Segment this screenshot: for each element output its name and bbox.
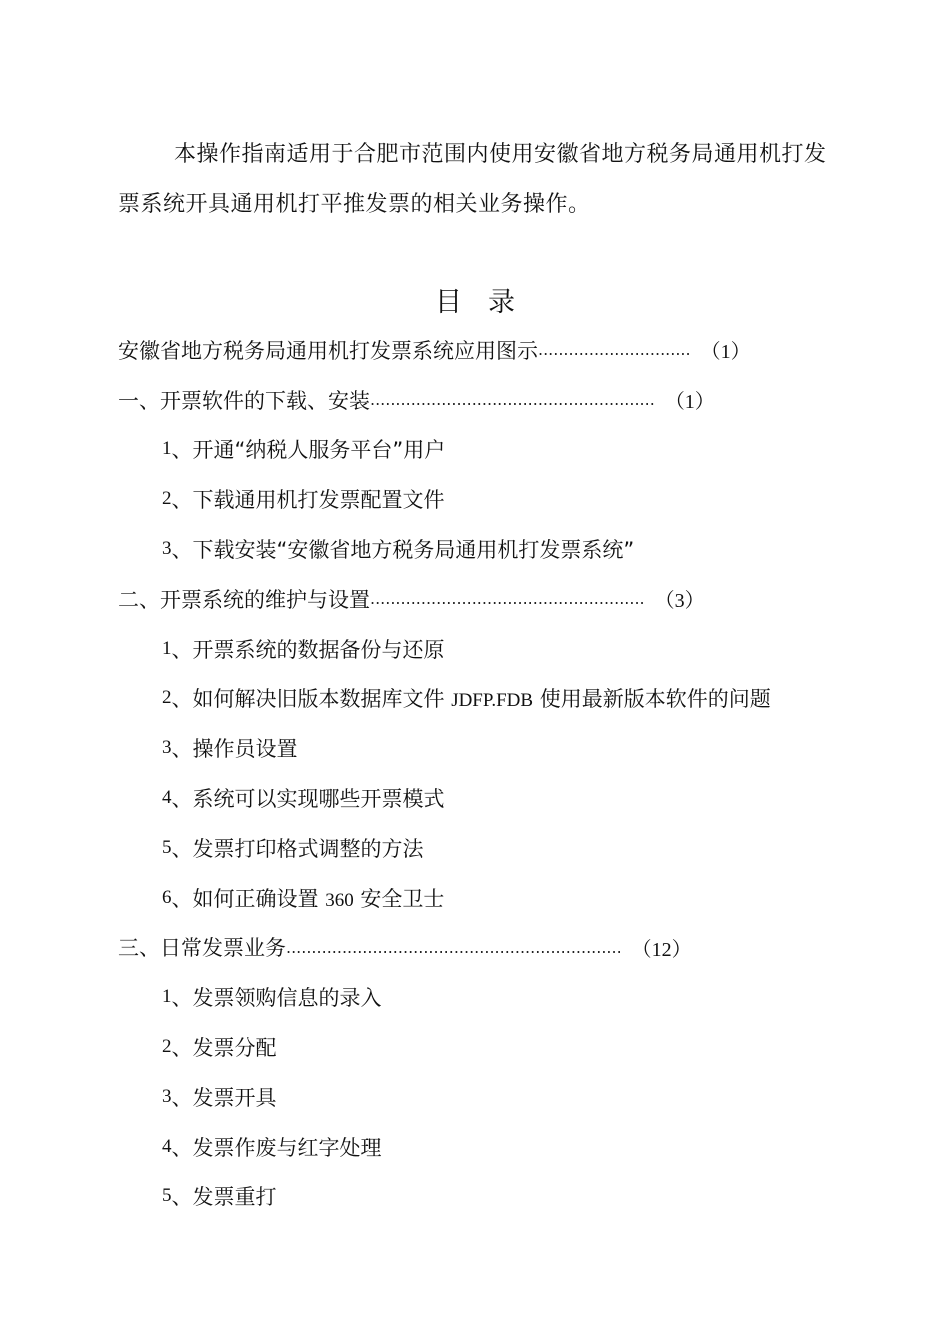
toc-subentry-label: 发票开具 [192,1085,277,1110]
toc-subentry-label: 发票领购信息的录入 [192,986,382,1011]
toc-subentry-label: 发票重打 [192,1185,277,1210]
toc-subentry [118,1122,838,1172]
toc-entry [118,325,838,375]
toc-section-heading [118,923,838,973]
toc-subentry-separator: 、 [171,538,193,563]
toc-subentry-label-post: 安全卫士 [360,886,445,911]
toc-page-number: （1） [700,341,751,364]
table-of-contents [118,325,838,1221]
toc-subentry [118,823,838,873]
toc-subentry-separator: 、 [171,836,193,861]
toc-subentry [118,1172,838,1222]
toc-entry-label: 一、开票软件的下载、安装 [118,388,370,413]
toc-subentry [118,425,838,475]
toc-subentry [118,873,838,923]
toc-subentry-number: 4 [162,1135,172,1157]
toc-subentry-separator: 、 [171,438,193,463]
toc-subentry-number: 2 [162,687,172,709]
toc-leader-dots: ...................................................... [370,589,645,609]
toc-subentry-label: 发票分配 [192,1036,277,1061]
toc-subentry [118,773,838,823]
toc-subentry-number: 2 [162,1036,172,1058]
toc-subentry-label: 下载通用机打发票配置文件 [192,488,445,513]
toc-subentry-number: 2 [162,488,172,510]
toc-subentry-separator: 、 [171,1085,193,1110]
toc-subentry-separator: 、 [171,687,193,712]
toc-subentry-number: 5 [162,1185,172,1207]
toc-section-heading [118,574,838,624]
toc-page-number: （3） [654,590,705,613]
toc-subentry-label: 开通“纳税人服务平台”用户 [192,438,446,463]
toc-subentry-number: 1 [162,637,172,659]
toc-subentry-separator: 、 [171,1135,193,1160]
toc-subentry-label: 发票打印格式调整的方法 [192,836,424,861]
toc-subentry-number: 3 [162,737,172,759]
toc-subentry [118,674,838,724]
toc-page-number: （1） [664,391,715,414]
toc-subentry-separator: 、 [171,1036,193,1061]
toc-subentry-separator: 、 [171,637,193,662]
toc-subentry-separator: 、 [171,488,193,513]
file-name-code: JDFP.FDB [451,690,534,712]
toc-subentry [118,624,838,674]
toc-subentry-label-post: 使用最新版本软件的问题 [539,687,771,712]
toc-subentry-number: 3 [162,538,172,560]
toc-subentry [118,1072,838,1122]
toc-subentry-label: 系统可以实现哪些开票模式 [192,787,445,812]
intro-paragraph: 本操作指南适用于合肥市范围内使用安徽省地方税务局通用机打发票系统开具通用机打平推发票的相关业务操作。 [118,142,827,217]
toc-leader-dots: .................................................................. [286,937,622,957]
product-number-code: 360 [325,889,354,911]
toc-subentry-separator: 、 [171,986,193,1011]
toc-subentry [118,524,838,574]
toc-subentry-label: 开票系统的数据备份与还原 [192,637,445,662]
toc-subentry-separator: 、 [171,787,193,812]
toc-leader-dots: ........................................................ [370,390,655,410]
toc-subentry-label: 下载安装“安徽省地方税务局通用机打发票系统” [192,538,635,563]
toc-leader-dots: .............................. [538,340,691,360]
toc-subentry-separator: 、 [171,1185,193,1210]
intro-section [118,130,838,230]
toc-subentry-number: 1 [162,986,172,1008]
toc-subentry-label [193,683,771,713]
toc-subentry-number: 1 [162,438,172,460]
toc-subentry [118,474,838,524]
toc-subentry [118,972,838,1022]
toc-subentry-label-pre: 如何解决旧版本数据库文件 [192,687,445,712]
toc-subentry-number: 6 [162,886,172,908]
toc-subentry-number: 4 [162,787,172,809]
toc-subentry [118,1022,838,1072]
toc-entry-label: 安徽省地方税务局通用机打发票系统应用图示 [118,338,538,363]
toc-subentry-label [193,883,445,913]
toc-subentry-label: 操作员设置 [192,737,298,762]
toc-subentry [118,723,838,773]
toc-entry-label: 二、开票系统的维护与设置 [118,587,370,612]
toc-section-heading [118,375,838,425]
toc-title: 目录 [435,287,541,318]
toc-subentry-separator: 、 [171,737,193,762]
toc-subentry-separator: 、 [171,886,193,911]
toc-page-number: （12） [631,938,692,961]
toc-subentry-label-pre: 如何正确设置 [192,886,319,911]
toc-entry-label: 三、日常发票业务 [118,936,286,961]
toc-subentry-label: 发票作废与红字处理 [192,1135,382,1160]
toc-subentry-number: 5 [162,836,172,858]
toc-subentry-number: 3 [162,1085,172,1107]
